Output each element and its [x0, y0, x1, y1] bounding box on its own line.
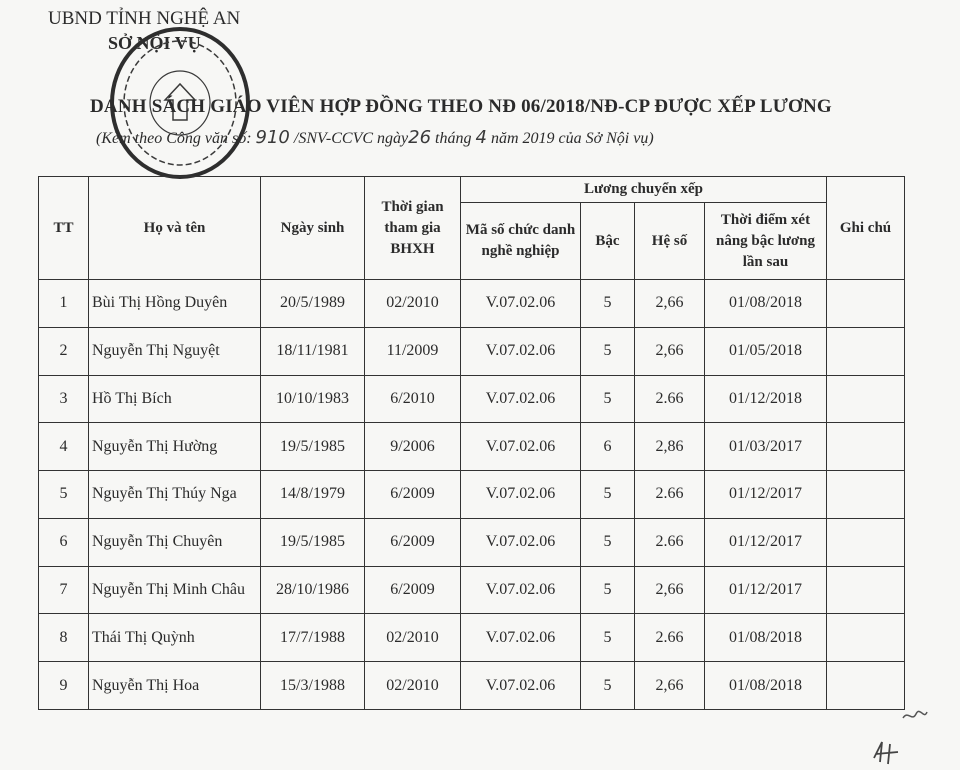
row-note — [827, 662, 905, 710]
row-note — [827, 375, 905, 423]
row-tt: 8 — [39, 614, 89, 662]
row-note — [827, 614, 905, 662]
row-code: V.07.02.06 — [461, 566, 581, 614]
row-code: V.07.02.06 — [461, 662, 581, 710]
table-row — [39, 423, 905, 471]
header-note: Ghi chú — [827, 177, 905, 280]
header-grade: Bậc — [581, 203, 635, 280]
row-name: Nguyễn Thị Hoa — [89, 662, 261, 710]
row-next-raise: 01/12/2018 — [705, 375, 827, 423]
header-tt: TT — [39, 177, 89, 280]
row-code: V.07.02.06 — [461, 327, 581, 375]
table-row — [39, 375, 905, 423]
row-time-bhxh: 11/2009 — [365, 327, 461, 375]
row-time-bhxh: 6/2009 — [365, 518, 461, 566]
row-code: V.07.02.06 — [461, 375, 581, 423]
subtitle-suffix: năm 2019 của Sở Nội vụ) — [490, 130, 654, 147]
row-coef: 2,66 — [635, 662, 705, 710]
row-tt: 4 — [39, 423, 89, 471]
header-salary-group: Lương chuyển xếp — [461, 177, 827, 203]
row-grade: 5 — [581, 518, 635, 566]
subtitle-mid: /SNV-CCVC ngày — [293, 130, 409, 147]
row-next-raise: 01/08/2018 — [705, 280, 827, 328]
document-day: 26 — [408, 127, 432, 148]
row-coef: 2.66 — [635, 614, 705, 662]
row-grade: 5 — [581, 566, 635, 614]
row-code: V.07.02.06 — [461, 614, 581, 662]
row-tt: 1 — [39, 280, 89, 328]
table-row — [39, 518, 905, 566]
row-grade: 5 — [581, 327, 635, 375]
row-grade: 5 — [581, 280, 635, 328]
subtitle-month-label: tháng — [435, 130, 472, 147]
row-tt: 6 — [39, 518, 89, 566]
header-time-bhxh: Thời gian tham gia BHXH — [365, 177, 461, 280]
row-time-bhxh: 02/2010 — [365, 662, 461, 710]
document-subtitle — [96, 127, 876, 148]
row-next-raise: 01/08/2018 — [705, 614, 827, 662]
row-grade: 5 — [581, 662, 635, 710]
row-code: V.07.02.06 — [461, 471, 581, 519]
table-row — [39, 566, 905, 614]
row-dob: 19/5/1985 — [261, 518, 365, 566]
row-time-bhxh: 6/2009 — [365, 566, 461, 614]
row-dob: 20/5/1989 — [261, 280, 365, 328]
document-title: DANH SÁCH GIÁO VIÊN HỢP ĐỒNG THEO NĐ 06/2018/NĐ-CP ĐƯỢC XẾP LƯƠNG — [90, 96, 832, 117]
handwritten-mark — [900, 706, 930, 726]
row-dob: 19/5/1985 — [261, 423, 365, 471]
row-name: Nguyễn Thị Nguyệt — [89, 327, 261, 375]
row-name: Hồ Thị Bích — [89, 375, 261, 423]
row-coef: 2.66 — [635, 471, 705, 519]
row-note — [827, 280, 905, 328]
row-dob: 17/7/1988 — [261, 614, 365, 662]
header-next-raise: Thời điểm xét nâng bậc lương lần sau — [705, 203, 827, 280]
header-code: Mã số chức danh nghề nghiệp — [461, 203, 581, 280]
row-dob: 28/10/1986 — [261, 566, 365, 614]
row-next-raise: 01/12/2017 — [705, 566, 827, 614]
row-next-raise: 01/03/2017 — [705, 423, 827, 471]
table-row — [39, 280, 905, 328]
row-time-bhxh: 02/2010 — [365, 280, 461, 328]
row-code: V.07.02.06 — [461, 518, 581, 566]
row-tt: 3 — [39, 375, 89, 423]
row-tt: 9 — [39, 662, 89, 710]
row-code: V.07.02.06 — [461, 280, 581, 328]
row-coef: 2,66 — [635, 280, 705, 328]
organization-name: UBND TỈNH NGHỆ AN — [48, 8, 241, 29]
header-name: Họ và tên — [89, 177, 261, 280]
row-coef: 2,86 — [635, 423, 705, 471]
row-name: Nguyễn Thị Chuyên — [89, 518, 261, 566]
table-row — [39, 614, 905, 662]
row-tt: 7 — [39, 566, 89, 614]
row-name: Nguyễn Thị Hường — [89, 423, 261, 471]
row-name: Nguyễn Thị Thúy Nga — [89, 471, 261, 519]
row-coef: 2,66 — [635, 327, 705, 375]
row-next-raise: 01/12/2017 — [705, 471, 827, 519]
row-grade: 5 — [581, 471, 635, 519]
row-note — [827, 518, 905, 566]
row-dob: 15/3/1988 — [261, 662, 365, 710]
row-name: Nguyễn Thị Minh Châu — [89, 566, 261, 614]
row-dob: 10/10/1983 — [261, 375, 365, 423]
row-tt: 5 — [39, 471, 89, 519]
table-row — [39, 662, 905, 710]
row-name: Thái Thị Quỳnh — [89, 614, 261, 662]
header-dob: Ngày sinh — [261, 177, 365, 280]
row-dob: 18/11/1981 — [261, 327, 365, 375]
row-next-raise: 01/08/2018 — [705, 662, 827, 710]
row-tt: 2 — [39, 327, 89, 375]
row-name: Bùi Thị Hồng Duyên — [89, 280, 261, 328]
row-note — [827, 423, 905, 471]
row-time-bhxh: 6/2009 — [365, 471, 461, 519]
handwritten-signature — [868, 738, 918, 768]
row-note — [827, 566, 905, 614]
document-number: 910 — [255, 127, 290, 148]
row-time-bhxh: 6/2010 — [365, 375, 461, 423]
row-time-bhxh: 02/2010 — [365, 614, 461, 662]
table-row — [39, 471, 905, 519]
table-row — [39, 327, 905, 375]
row-next-raise: 01/05/2018 — [705, 327, 827, 375]
row-grade: 5 — [581, 375, 635, 423]
row-time-bhxh: 9/2006 — [365, 423, 461, 471]
subtitle-prefix: (Kèm theo Công văn số: — [96, 130, 252, 147]
teacher-salary-table — [38, 176, 905, 710]
row-coef: 2,66 — [635, 566, 705, 614]
row-grade: 6 — [581, 423, 635, 471]
header-coef: Hệ số — [635, 203, 705, 280]
row-next-raise: 01/12/2017 — [705, 518, 827, 566]
row-coef: 2.66 — [635, 375, 705, 423]
row-code: V.07.02.06 — [461, 423, 581, 471]
document-month: 4 — [475, 127, 487, 148]
row-note — [827, 327, 905, 375]
row-note — [827, 471, 905, 519]
row-grade: 5 — [581, 614, 635, 662]
row-dob: 14/8/1979 — [261, 471, 365, 519]
row-coef: 2.66 — [635, 518, 705, 566]
department-name: SỞ NỘI VỤ — [108, 33, 201, 53]
